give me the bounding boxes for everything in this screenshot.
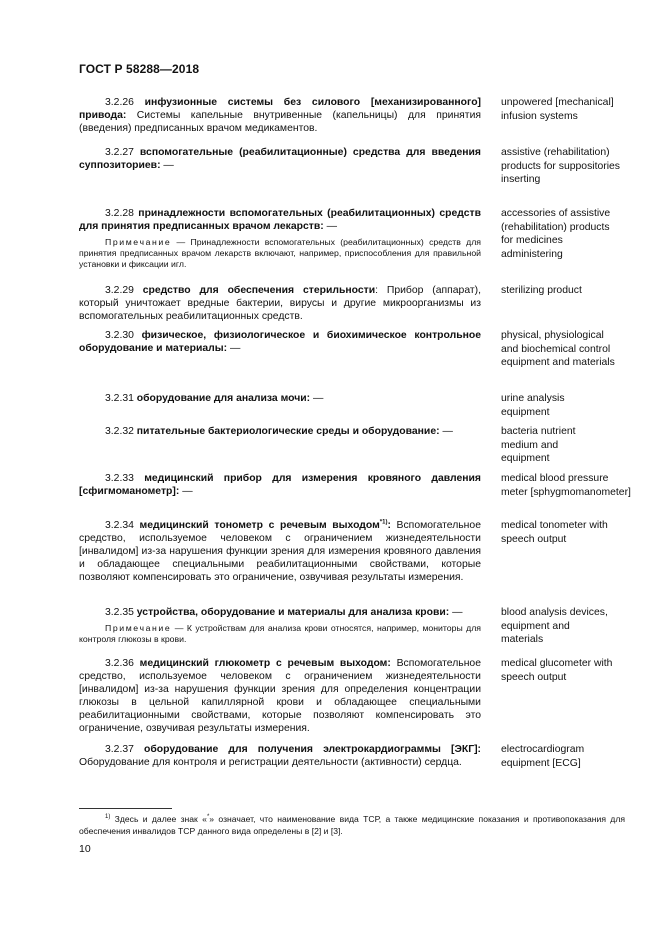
term-name [140,520,391,531]
term-name: оборудование для получения электрокардиограммы [ЭКГ]: [144,744,482,755]
term-name: физическое, физиологическое и биохимическое контрольное оборудование и материалы: [79,330,481,354]
term-text [79,284,481,323]
term-number: 3.2.26 [105,97,134,108]
term-definition: Вспомогательное средство, используемое человеком с ограничением жизнедеятельности [инвалидом] из-за нарушения функции зрения для определения концентрации глюкозы в цельной капиллярной крови и обладающее специальными реабилитационными свойствами, которые позволяют компенсировать это ограничение, озвучивая результаты измерения. [79,658,481,734]
english-term: sterilizing product [501,285,582,296]
english-term: urine analysis equipment [501,393,565,418]
term-number: 3.2.28 [105,208,134,219]
term-text [79,392,481,405]
english-term: physical, physiological and biochemical control equipment and materials [501,330,615,369]
term-definition: — [310,393,324,404]
term-name-end: : [387,520,391,531]
english-term: accessories of assistive (rehabilitation) products for medicines administering [501,208,611,260]
note-text: — Принадлежности вспомогательных (реабилитационных) средств для принятия предписанных врачом лекарств включают, например, приспособления для правильной установки и фиксации игл. [79,237,481,269]
term-number: 3.2.35 [105,607,134,618]
term-name: медицинский прибор для измерения кровяного давления [сфигмоманометр]: [79,473,481,497]
footnote [79,814,625,837]
term-name: оборудование для анализа мочи: [136,393,311,404]
term-name: инфузионные системы без силового [механизированного] привода: [79,97,481,121]
page-number: 10 [79,843,91,855]
term-definition: — [439,426,453,437]
english-term: bacteria nutrient medium and equipment [501,426,576,465]
english-term: medical tonometer with speech output [501,520,608,545]
english-term: medical blood pressure meter [sphygmomanometer] [501,473,631,498]
term-name: вспомогательные (реабилитационные) средства для введения суппозиториев: [79,147,481,171]
term-number: 3.2.30 [105,330,134,341]
note-label: Примечание [105,623,172,633]
term-definition: Системы капельные внутривенные (капельницы) для принятия (введения) предписанных врачом медикаментов. [79,110,481,134]
term-definition: : Прибор (аппарат), который уничтожает вредные бактерии, вирусы и другие микроорганизмы из вспомогательных реабилитационных средств. [79,285,481,322]
term-note [79,237,481,270]
footnote-star: * [206,814,210,821]
footnote-text-before: Здесь и далее знак « [110,814,207,824]
footnote-mark: 1) [105,814,111,821]
term-definition: — [323,221,337,232]
term-name: принадлежности вспомогательных (реабилитационных) средств для принятия предписанных врачом лекарств: [79,208,481,232]
english-term: assistive (rehabilitation) products for suppositories inserting [501,147,620,186]
english-term: blood analysis devices, equipment and materials [501,607,608,646]
term-number: 3.2.32 [105,426,134,437]
term-note [79,623,481,645]
term-text [79,519,481,584]
term-text [79,743,481,769]
term-number: 3.2.29 [105,285,134,296]
english-term: unpowered [mechanical] infusion systems [501,97,614,122]
term-text [79,207,481,270]
term-text [79,606,481,645]
term-name: медицинский глюкометр с речевым выходом: [139,658,391,669]
term-definition: — [227,343,241,354]
footnote-text-after: » означает, что наименование вида ТСР, а также медицинские показания и противопоказания для обеспечения инвалидов ТСР данного вида определены в [2] и [3]. [79,814,625,836]
term-text [79,96,481,135]
english-term: electrocardiogram equipment [ECG] [501,744,585,769]
note-text: — К устройствам для анализа крови относятся, например, мониторы для контроля глюкозы в крови. [79,623,481,644]
term-definition: — [160,160,174,171]
english-term: medical glucometer with speech output [501,658,613,683]
term-text [79,425,481,438]
document-header: ГОСТ Р 58288—2018 [79,62,200,76]
term-definition: — [449,607,463,618]
term-text [79,472,481,498]
term-definition: Оборудование для контроля и регистрации деятельности (активности) сердца. [79,757,462,768]
term-definition: — [179,486,193,497]
term-number: 3.2.37 [105,744,134,755]
note-label: Примечание [105,237,172,247]
term-number: 3.2.36 [105,658,134,669]
footnote-ref: *1) [379,519,388,526]
term-number: 3.2.27 [105,147,134,158]
term-text [79,657,481,735]
term-name: устройства, оборудование и материалы для анализа крови: [136,607,450,618]
term-definition: Вспомогательное средство, используемое человеком с ограничением жизнедеятельности [инвалидом] из-за нарушения функции зрения для измерения кровяного давления и обладающее специальными реабилитационными свойствами, которые позволяют компенсировать это ограничение, озвучивая результаты измерения. [79,520,481,583]
term-text [79,329,481,355]
term-name: питательные бактериологические среды и оборудование: [136,426,440,437]
term-number: 3.2.34 [105,520,134,531]
term-number: 3.2.31 [105,393,134,404]
term-number: 3.2.33 [105,473,134,484]
footnote-divider [79,808,172,809]
term-name: средство для обеспечения стерильности [142,285,376,296]
term-text [79,146,481,172]
term-name-text: медицинский тонометр с речевым выходом [139,520,380,531]
